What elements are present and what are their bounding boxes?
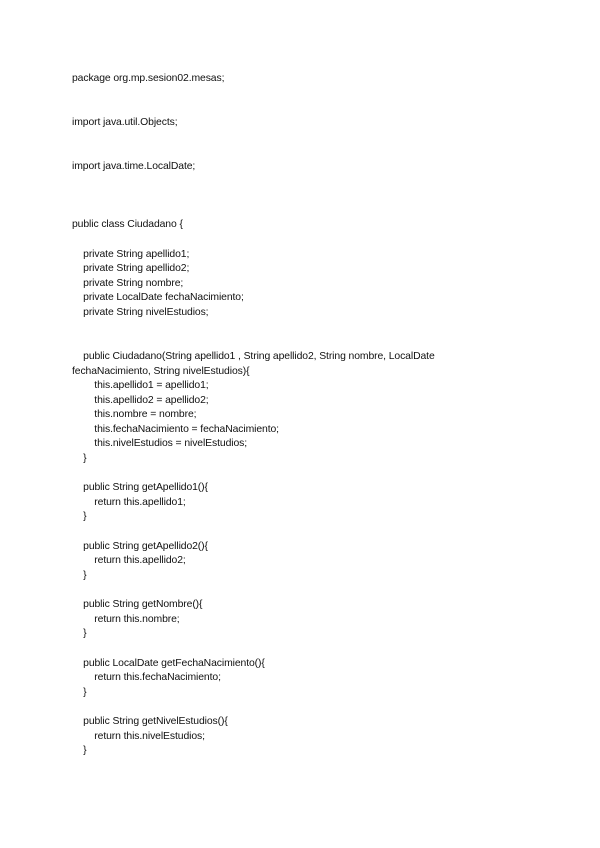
code-line-statement: this.apellido2 = apellido2; — [72, 395, 209, 406]
code-line-field: private String nivelEstudios; — [72, 307, 209, 318]
code-line-method-decl: public String getApellido2(){ — [72, 541, 208, 552]
code-line-import: import java.util.Objects; — [72, 117, 178, 128]
code-line-close-brace: } — [72, 511, 87, 522]
code-line-method-decl: public String getNivelEstudios(){ — [72, 716, 228, 727]
code-line-statement: this.nombre = nombre; — [72, 409, 197, 420]
code-line-statement: this.fechaNacimiento = fechaNacimiento; — [72, 424, 279, 435]
code-line-import: import java.time.LocalDate; — [72, 161, 196, 172]
code-line-close-brace: } — [72, 453, 87, 464]
code-line-field: private String apellido1; — [72, 249, 190, 260]
code-line-field: private String apellido2; — [72, 263, 190, 274]
code-line-return: return this.apellido1; — [72, 497, 186, 508]
code-line-close-brace: } — [72, 628, 87, 639]
code-line-statement: this.nivelEstudios = nivelEstudios; — [72, 438, 248, 449]
code-line-field: private String nombre; — [72, 278, 184, 289]
code-line-return: return this.fechaNacimiento; — [72, 672, 221, 683]
code-line-close-brace: } — [72, 570, 87, 581]
code-line-return: return this.apellido2; — [72, 555, 186, 566]
code-line-close-brace: } — [72, 687, 87, 698]
code-line-method-decl: public String getApellido1(){ — [72, 482, 208, 493]
code-line-class-decl: public class Ciudadano { — [72, 219, 183, 230]
code-line-method-decl: public LocalDate getFechaNacimiento(){ — [72, 658, 265, 669]
code-line-field: private LocalDate fechaNacimiento; — [72, 292, 244, 303]
code-line-constructor: public Ciudadano(String apellido1 , String apellido2, String nombre, LocalDate — [72, 351, 435, 362]
code-line-method-decl: public String getNombre(){ — [72, 599, 203, 610]
code-line-close-brace: } — [72, 745, 87, 756]
code-line-return: return this.nivelEstudios; — [72, 731, 205, 742]
code-line-package: package org.mp.sesion02.mesas; — [72, 73, 225, 84]
code-line-statement: this.apellido1 = apellido1; — [72, 380, 209, 391]
code-line-constructor: fechaNacimiento, String nivelEstudios){ — [72, 366, 250, 377]
code-line-return: return this.nombre; — [72, 614, 180, 625]
